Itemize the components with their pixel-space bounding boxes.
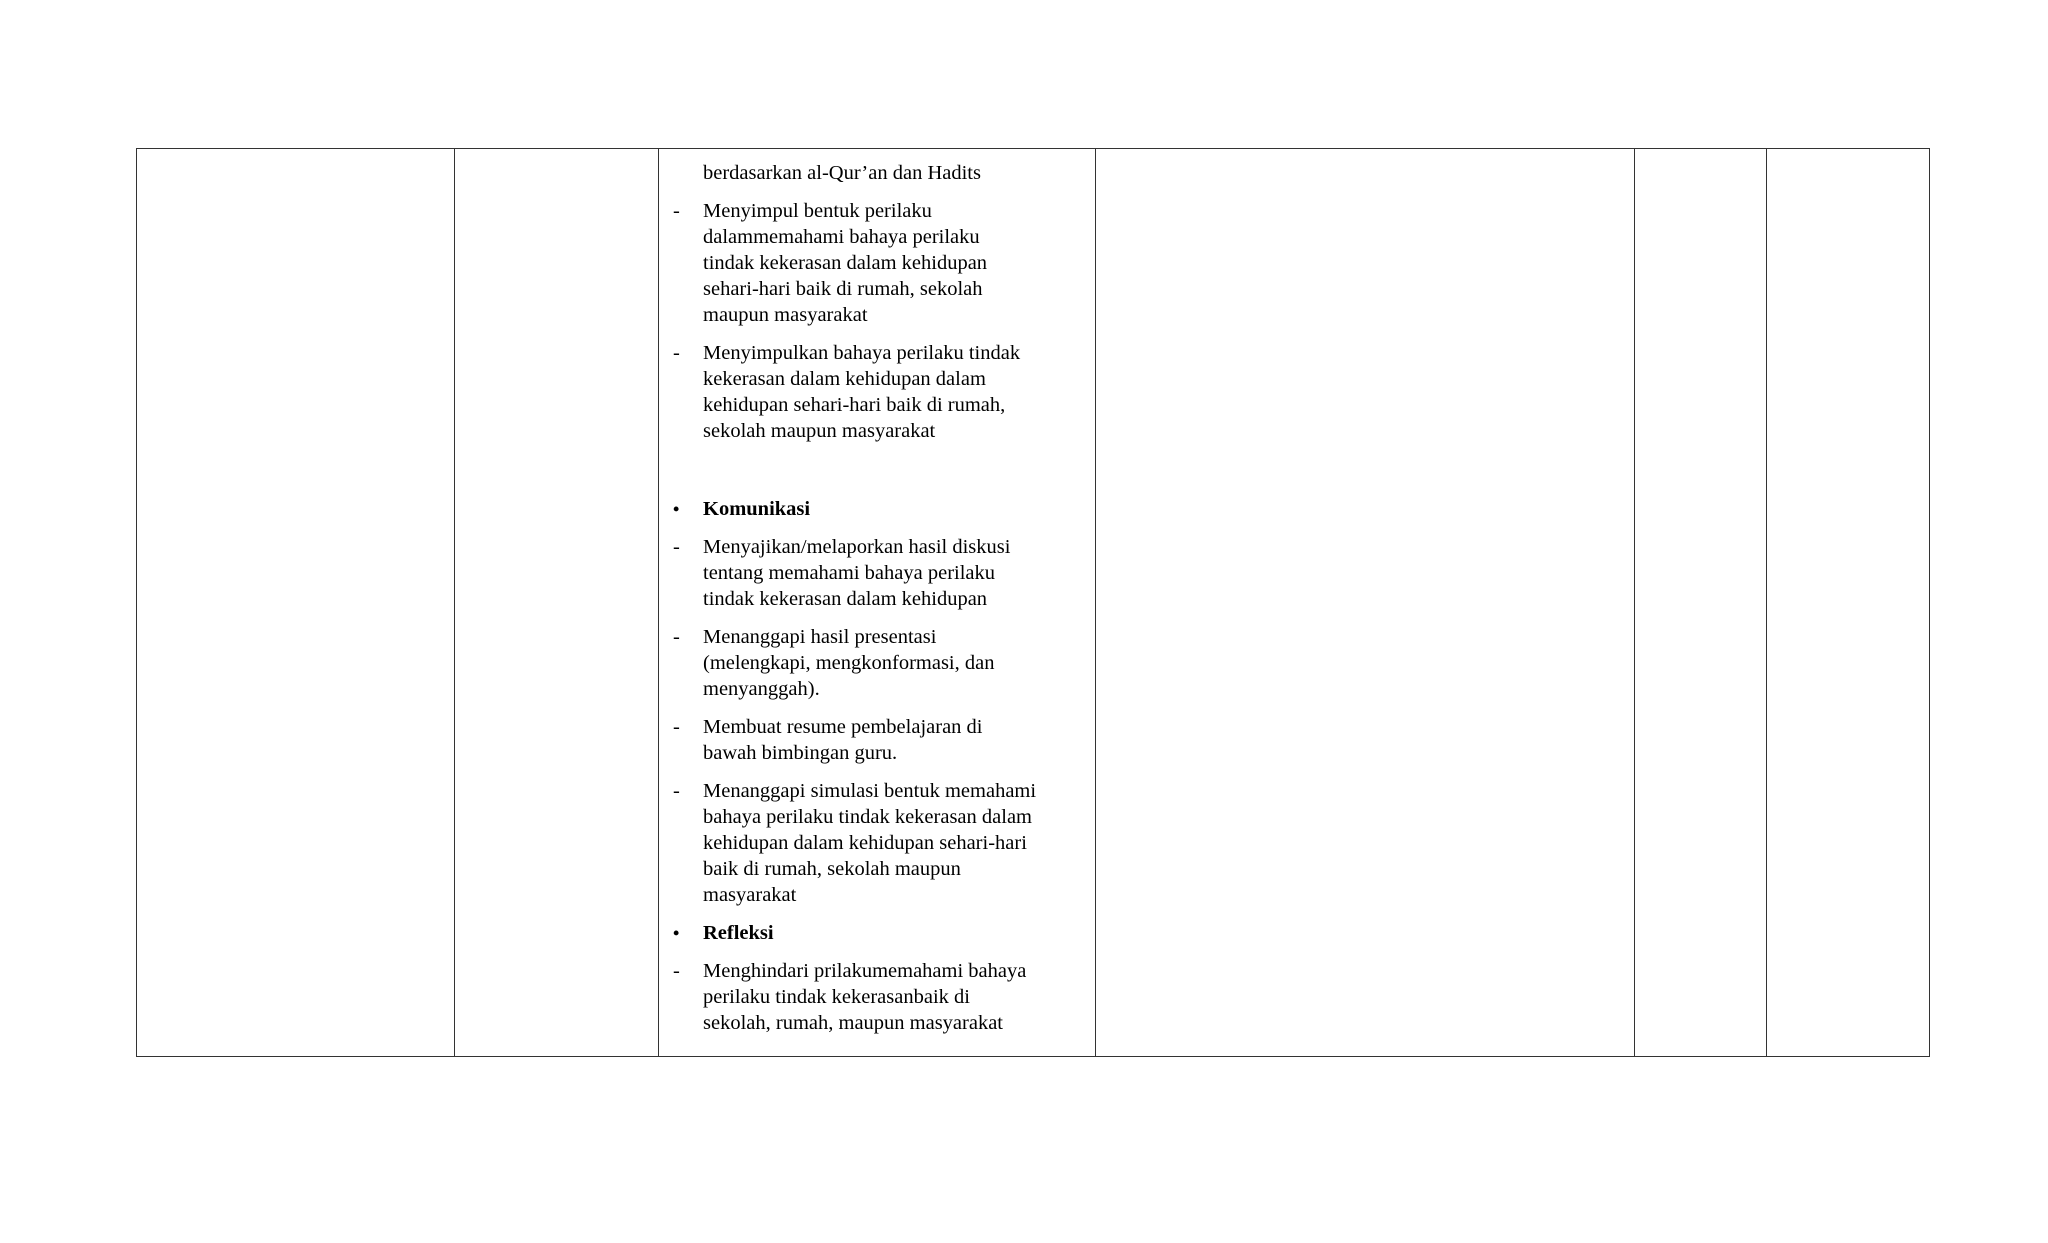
list-item-line: Menyimpul bentuk perilaku (703, 200, 932, 222)
list-item-line: Membuat resume pembelajaran di (703, 716, 983, 738)
list-item-line: baik di rumah, sekolah maupun (703, 858, 961, 880)
list-item-line: kehidupan dalam kehidupan sehari-hari (703, 832, 1027, 854)
list-item (673, 714, 1077, 766)
list-item-line: bahaya perilaku tindak kekerasan dalam (703, 806, 1032, 828)
section-heading-komunikasi (673, 496, 1077, 522)
section-heading-refleksi (673, 920, 1077, 946)
list-item-line: Menyajikan/melaporkan hasil diskusi (703, 536, 1011, 558)
dash-marker: - (673, 626, 680, 648)
list-item-line: maupun masyarakat (703, 304, 868, 326)
list-item-line: tindak kekerasan dalam kehidupan (703, 588, 988, 610)
list-item-line: sekolah, rumah, maupun masyarakat (703, 1012, 1004, 1034)
lesson-plan-table (136, 148, 1930, 1057)
list-item (673, 624, 1077, 702)
dash-marker: - (673, 200, 680, 222)
list-item-line: masyarakat (703, 884, 797, 906)
continuation-text: berdasarkan al-Qur’an dan Hadits (703, 162, 981, 184)
list-item-continuation (673, 160, 1077, 186)
table-cell-learning-activities (659, 149, 1096, 1057)
section-heading-text: Komunikasi (703, 498, 811, 520)
dash-marker: - (673, 536, 680, 558)
list-item-line: sekolah maupun masyarakat (703, 420, 936, 442)
list-item (673, 340, 1077, 444)
section-spacer (673, 456, 1077, 496)
list-item-line: bawah bimbingan guru. (703, 742, 898, 764)
dash-marker: - (673, 342, 680, 364)
list-item-line: sehari-hari baik di rumah, sekolah (703, 278, 983, 300)
table-cell-empty-6 (1767, 149, 1930, 1057)
list-item-line: Menyimpulkan bahaya perilaku tindak (703, 342, 1021, 364)
list-item-line: (melengkapi, mengkonformasi, dan (703, 652, 995, 674)
list-item-line: tindak kekerasan dalam kehidupan (703, 252, 988, 274)
list-item-line: tentang memahami bahaya perilaku (703, 562, 996, 584)
list-item-line: kekerasan dalam kehidupan dalam (703, 368, 986, 390)
list-item-line: dalammemahami bahaya perilaku (703, 226, 980, 248)
table-cell-empty-5 (1635, 149, 1767, 1057)
dash-marker: - (673, 960, 680, 982)
table-cell-empty-4 (1096, 149, 1635, 1057)
table-cell-empty-2 (455, 149, 659, 1057)
list-item-line: Menghindari prilakumemahami bahaya (703, 960, 1027, 982)
list-item-line: menyanggah). (703, 678, 820, 700)
list-item (673, 534, 1077, 612)
list-item-line: Menanggapi simulasi bentuk memahami (703, 780, 1037, 802)
bullet-marker: • (673, 499, 680, 519)
dash-marker: - (673, 780, 680, 802)
section-heading-text: Refleksi (703, 922, 774, 944)
list-item (673, 958, 1077, 1036)
list-item-line: kehidupan sehari-hari baik di rumah, (703, 394, 1006, 416)
list-item-line: perilaku tindak kekerasanbaik di (703, 986, 970, 1008)
table-cell-empty-1 (137, 149, 455, 1057)
list-item (673, 778, 1077, 908)
learning-activities-content (659, 149, 1095, 1036)
table-row (137, 149, 1930, 1057)
bullet-marker: • (673, 923, 680, 943)
list-item (673, 198, 1077, 328)
dash-marker: - (673, 716, 680, 738)
list-item-line: Menanggapi hasil presentasi (703, 626, 937, 648)
